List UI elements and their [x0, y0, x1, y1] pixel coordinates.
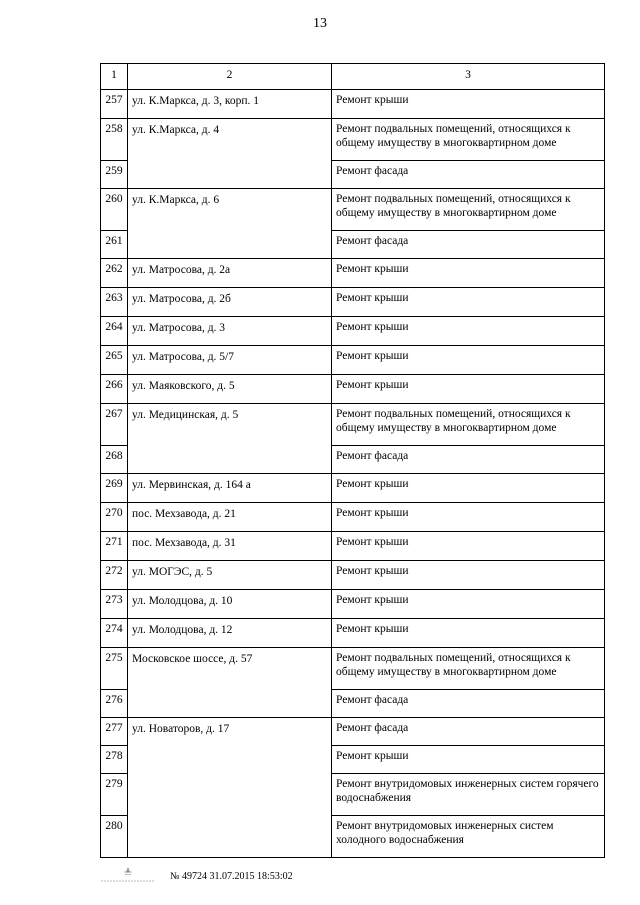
row-number-cell: 264	[101, 317, 128, 346]
document-footer	[98, 866, 293, 886]
work-type-cell: Ремонт внутридомовых инженерных систем горячего водоснабжения	[332, 774, 605, 816]
row-number-cell: 274	[101, 619, 128, 648]
row-number-cell: 263	[101, 288, 128, 317]
table-row	[101, 259, 605, 288]
address-cell: ул. Матросова, д. 3	[128, 317, 332, 346]
electronic-signature-stamp	[98, 866, 158, 886]
column-header-number: 1	[101, 64, 128, 90]
document-reference: № 49724 31.07.2015 18:53:02	[170, 870, 293, 882]
row-number-cell: 268	[101, 446, 128, 474]
row-number-cell: 260	[101, 189, 128, 231]
work-type-cell: Ремонт крыши	[332, 619, 605, 648]
table-row	[101, 404, 605, 446]
work-type-cell: Ремонт фасада	[332, 718, 605, 746]
table-row	[101, 590, 605, 619]
row-number-cell: 266	[101, 375, 128, 404]
address-cell: ул. Матросова, д. 5/7	[128, 346, 332, 375]
table-header-row	[101, 64, 605, 90]
address-cell: ул. К.Маркса, д. 6	[128, 189, 332, 259]
row-number-cell: 280	[101, 816, 128, 858]
table-row	[101, 288, 605, 317]
work-type-cell: Ремонт крыши	[332, 90, 605, 119]
work-type-cell: Ремонт подвальных помещений, относящихся к общему имуществу в многоквартирном доме	[332, 648, 605, 690]
row-number-cell: 276	[101, 690, 128, 718]
column-header-address: 2	[128, 64, 332, 90]
work-type-cell: Ремонт крыши	[332, 375, 605, 404]
table-row	[101, 474, 605, 503]
row-number-cell: 262	[101, 259, 128, 288]
table-row	[101, 317, 605, 346]
row-number-cell: 275	[101, 648, 128, 690]
work-type-cell: Ремонт фасада	[332, 161, 605, 189]
address-cell: ул. Медицинская, д. 5	[128, 404, 332, 474]
work-type-cell: Ремонт фасада	[332, 690, 605, 718]
work-type-cell: Ремонт крыши	[332, 561, 605, 590]
address-cell: ул. Матросова, д. 2а	[128, 259, 332, 288]
row-number-cell: 273	[101, 590, 128, 619]
work-type-cell: Ремонт крыши	[332, 317, 605, 346]
work-type-cell: Ремонт крыши	[332, 503, 605, 532]
table-row	[101, 119, 605, 161]
row-number-cell: 259	[101, 161, 128, 189]
table-row	[101, 561, 605, 590]
table-row	[101, 532, 605, 561]
work-type-cell: Ремонт крыши	[332, 746, 605, 774]
work-type-cell: Ремонт фасада	[332, 231, 605, 259]
work-type-cell: Ремонт крыши	[332, 346, 605, 375]
address-cell: Московское шоссе, д. 57	[128, 648, 332, 718]
row-number-cell: 278	[101, 746, 128, 774]
row-number-cell: 269	[101, 474, 128, 503]
work-type-cell: Ремонт крыши	[332, 590, 605, 619]
table-row	[101, 503, 605, 532]
work-type-cell: Ремонт подвальных помещений, относящихся к общему имуществу в многоквартирном доме	[332, 404, 605, 446]
table-row	[101, 718, 605, 746]
work-type-cell: Ремонт фасада	[332, 446, 605, 474]
table-body	[101, 90, 605, 858]
table-row	[101, 90, 605, 119]
address-cell: ул. К.Маркса, д. 4	[128, 119, 332, 189]
row-number-cell: 270	[101, 503, 128, 532]
address-cell: ул. Молодцова, д. 12	[128, 619, 332, 648]
work-type-cell: Ремонт подвальных помещений, относящихся к общему имуществу в многоквартирном доме	[332, 119, 605, 161]
work-type-cell: Ремонт крыши	[332, 288, 605, 317]
row-number-cell: 261	[101, 231, 128, 259]
row-number-cell: 265	[101, 346, 128, 375]
row-number-cell: 279	[101, 774, 128, 816]
row-number-cell: 271	[101, 532, 128, 561]
work-type-cell: Ремонт крыши	[332, 259, 605, 288]
address-cell: пос. Мехзавода, д. 21	[128, 503, 332, 532]
table-row	[101, 189, 605, 231]
work-type-cell: Ремонт подвальных помещений, относящихся к общему имуществу в многоквартирном доме	[332, 189, 605, 231]
table-row	[101, 648, 605, 690]
address-cell: ул. МОГЭС, д. 5	[128, 561, 332, 590]
table-row	[101, 619, 605, 648]
address-cell: ул. Маяковского, д. 5	[128, 375, 332, 404]
address-cell: ул. Мервинская, д. 164 а	[128, 474, 332, 503]
table-row	[101, 375, 605, 404]
work-type-cell: Ремонт внутридомовых инженерных систем холодного водоснабжения	[332, 816, 605, 858]
row-number-cell: 272	[101, 561, 128, 590]
repair-works-table	[100, 63, 605, 858]
address-cell: пос. Мехзавода, д. 31	[128, 532, 332, 561]
address-cell: ул. Матросова, д. 2б	[128, 288, 332, 317]
address-cell: ул. К.Маркса, д. 3, корп. 1	[128, 90, 332, 119]
work-type-cell: Ремонт крыши	[332, 474, 605, 503]
row-number-cell: 258	[101, 119, 128, 161]
row-number-cell: 277	[101, 718, 128, 746]
work-type-cell: Ремонт крыши	[332, 532, 605, 561]
row-number-cell: 257	[101, 90, 128, 119]
address-cell: ул. Новаторов, д. 17	[128, 718, 332, 858]
page-number: 13	[313, 16, 327, 31]
column-header-work-type: 3	[332, 64, 605, 90]
address-cell: ул. Молодцова, д. 10	[128, 590, 332, 619]
row-number-cell: 267	[101, 404, 128, 446]
table-row	[101, 346, 605, 375]
